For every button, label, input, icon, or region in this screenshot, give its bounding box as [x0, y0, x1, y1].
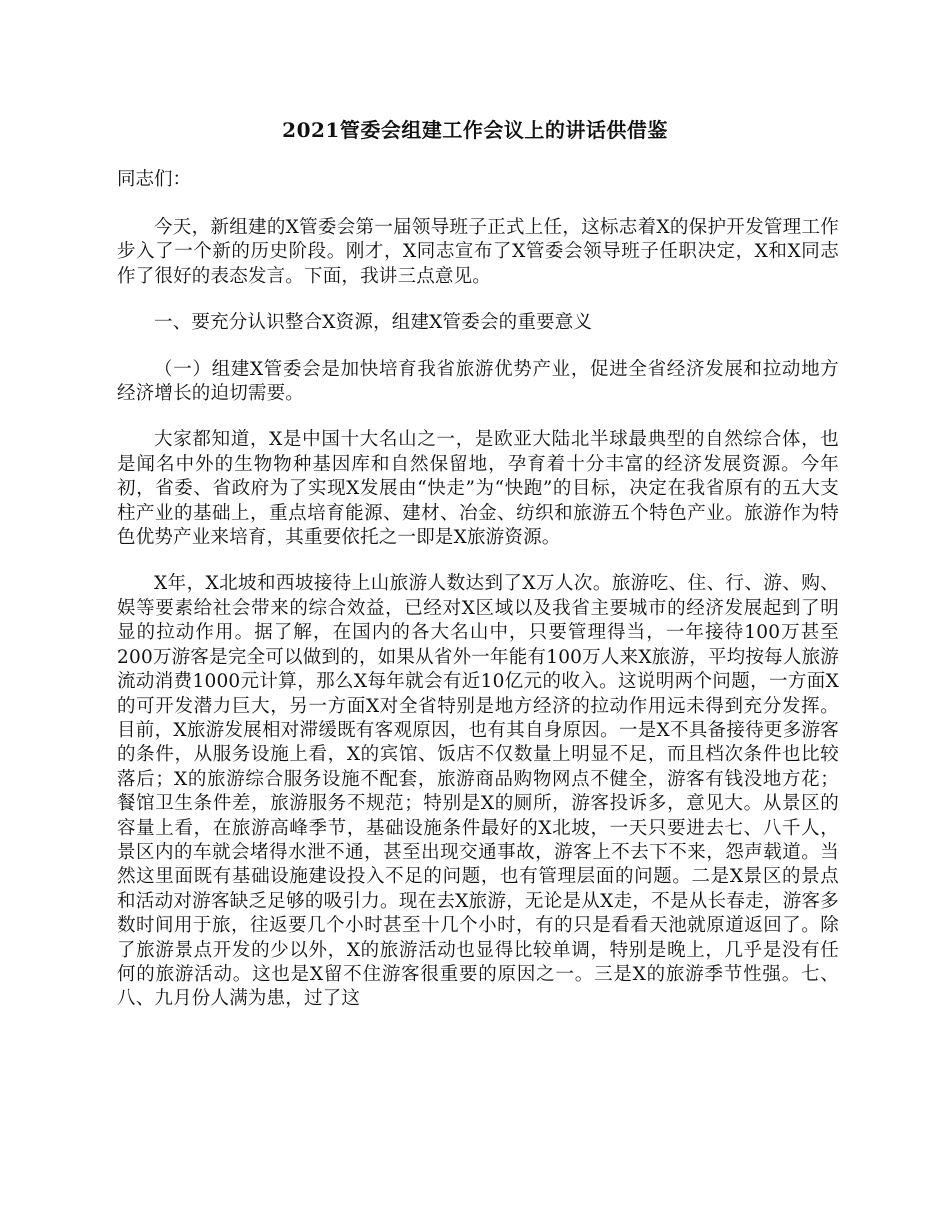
paragraph-intro: 今天，新组建的X管委会第一届领导班子正式上任，这标志着X的保护开发管理工作步入了一个新的历史阶段。刚才，X同志宣布了X管委会领导班子任职决定，X和X同志作了很好的表态发言。下面，我讲三点意见。 — [117, 217, 839, 287]
document-body — [117, 166, 839, 1034]
section-heading-1: 一、要充分认识整合X资源，组建X管委会的重要意义 — [154, 312, 593, 334]
document-title: 2021管委会组建工作会议上的讲话供借鉴 — [282, 118, 668, 142]
salutation: 同志们： — [117, 169, 192, 190]
subsection-heading-1: （一）组建X管委会是加快培育我省旅游优势产业，促进全省经济发展和拉动地方经济增长的迫切需要。 — [117, 358, 839, 405]
paragraph-background: 大家都知道，X是中国十大名山之一，是欧亚大陆北半球最典型的自然综合体，也是闻名中外的生物物种基因库和自然保留地，孕育着十分丰富的经济发展资源。今年初，省委、省政府为了实现X发展由“快走”为“快跑”的目标，决定在我省原有的五大支柱产业的基础上，重点培育能源、建材、冶金、纺织和旅游五个特色产业。旅游作为特色优势产业来培育，其重要依托之一即是X旅游资源。 — [117, 429, 839, 549]
paragraph-analysis: X年，X北坡和西坡接待上山旅游人数达到了X万人次。旅游吃、住、行、游、购、娱等要素给社会带来的综合效益，已经对X区域以及我省主要城市的经济发展起到了明显的拉动作用。据了解，在国内的各大名山中，只要管理得当，一年接待100万甚至200万游客是完全可以做到的，如果从省外一年能有100万人来X旅游，平均按每人旅游流动消费1000元计算，那么X每年就会有近10亿元的收入。这说明两个问题，一方面X的可开发潜力巨大，另一方面X对全省特别是地方经济的拉动作用远未得到充分发挥。目前，X旅游发展相对滞缓既有客观原因，也有其自身原因。一是X不具备接待更多游客的条件，从服务设施上看，X的宾馆、饭店不仅数量上明显不足，而且档次条件也比较落后；X的旅游综合服务设施不配套，旅游商品购物网点不健全，游客有钱没地方花；餐馆卫生条件差，旅游服务不规范；特别是X的厕所，游客投诉多，意见大。从景区的容量上看，在旅游高峰季节，基础设施条件最好的X北坡，一天只要进去七、八千人，景区内的车就会堵得水泄不通，甚至出现交通事故，游客上不去下不来，怨声载道。当然这里面既有基础设施建设投入不足的问题，也有管理层面的问题。二是X景区的景点和活动对游客缺乏足够的吸引力。现在去X旅游，无论是从X走，不是从长春走，游客多数时间用于旅，往返要几个小时甚至十几个小时，有的只是看看天池就原道返回了。除了旅游景点开发的少以外，X的旅游活动也显得比较单调，特别是晚上，几乎是没有任何的旅游活动。这也是X留不住游客很重要的原因之一。三是X的旅游季节性强。七、八、九月份人满为患，过了这 — [117, 573, 839, 1010]
